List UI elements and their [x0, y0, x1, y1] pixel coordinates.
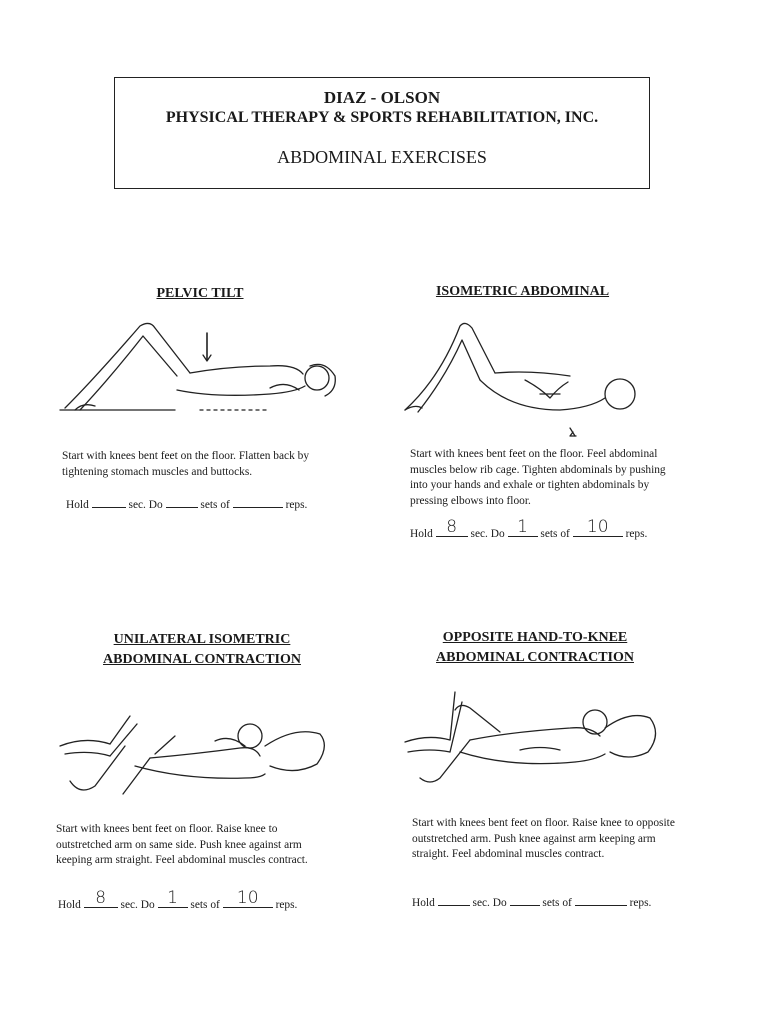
- exercise-1-title-line: PELVIC TILT: [156, 286, 244, 301]
- reps-blank[interactable]: [223, 888, 273, 908]
- hold-label: Hold: [412, 897, 435, 909]
- exercise-4-description: Start with knees bent feet on floor. Raise knee to opposite outstretched arm. Push knee against arm keeping arm straight. Feel abdominal muscles contract.: [412, 817, 675, 860]
- sets-blank[interactable]: [166, 495, 198, 508]
- exercise-4-title-line-1: OPPOSITE HAND-TO-KNEE: [442, 630, 628, 645]
- reps-value: 10: [236, 888, 259, 908]
- exercise-2-dose: [410, 517, 648, 540]
- company-name: DIAZ - OLSON: [323, 88, 441, 107]
- reps-label: reps.: [285, 499, 308, 511]
- exercise-3-title-line-1: UNILATERAL ISOMETRIC: [113, 632, 291, 647]
- sec-label: sec. Do: [128, 499, 163, 511]
- hold-label: Hold: [66, 499, 89, 511]
- exercise-1-title: [100, 284, 300, 304]
- sets-label: sets of: [190, 899, 220, 911]
- reps-blank[interactable]: [573, 517, 623, 537]
- reps-label: reps.: [629, 897, 652, 909]
- sets-value: 1: [517, 517, 528, 537]
- hold-label: Hold: [410, 528, 433, 540]
- hold-value: 8: [446, 517, 458, 537]
- hold-blank[interactable]: [438, 893, 470, 906]
- hold-blank[interactable]: [436, 517, 468, 537]
- exercise-4-title: [415, 628, 655, 668]
- sets-label: sets of: [542, 897, 572, 909]
- exercise-1-dose: [66, 495, 307, 511]
- sets-blank[interactable]: [508, 517, 538, 537]
- pelvic-tilt-illustration: [55, 318, 340, 418]
- sec-label: sec. Do: [120, 899, 155, 911]
- exercise-4-title-line-2: ABDOMINAL CONTRACTION: [436, 650, 634, 665]
- document-title: ABDOMINAL EXERCISES: [277, 147, 487, 167]
- exercise-2-description: Start with knees bent feet on the floor. Feel abdominal muscles below rib cage. Tighten abdominals by pushing into your hands and exhale or tighten abdominals by pressing elbows into floor.: [410, 448, 666, 507]
- sets-blank[interactable]: [510, 893, 540, 906]
- exercise-2-title-line: ISOMETRIC ABDOMINAL: [435, 284, 610, 299]
- exercise-3-title: [82, 630, 322, 670]
- sets-label: sets of: [200, 499, 230, 511]
- hold-blank[interactable]: [84, 888, 118, 908]
- exercise-3-description: Start with knees bent feet on floor. Raise knee to outstretched arm on same side. Push knee against arm keeping arm straight. Feel abdominal muscles contract.: [56, 823, 308, 866]
- header-box: [114, 77, 650, 189]
- isometric-abdominal-illustration: [400, 318, 650, 442]
- exercise-4-dose: [412, 893, 651, 909]
- unilateral-isometric-illustration: [55, 706, 345, 800]
- sets-blank[interactable]: [158, 888, 188, 908]
- reps-blank[interactable]: [233, 495, 283, 508]
- exercise-3-dose: [58, 888, 298, 911]
- exercise-1-description: Start with knees bent feet on the floor. Flatten back by tightening stomach muscles and buttocks.: [62, 450, 310, 478]
- sets-value: 1: [167, 888, 178, 908]
- hold-blank[interactable]: [92, 495, 126, 508]
- reps-label: reps.: [625, 528, 648, 540]
- opposite-hand-to-knee-illustration: [400, 690, 665, 792]
- hold-label: Hold: [58, 899, 81, 911]
- sec-label: sec. Do: [472, 897, 507, 909]
- hold-value: 8: [95, 888, 107, 908]
- reps-blank[interactable]: [575, 893, 627, 906]
- reps-value: 10: [586, 517, 609, 537]
- reps-label: reps.: [275, 899, 298, 911]
- sec-label: sec. Do: [470, 528, 505, 540]
- department-name: PHYSICAL THERAPY & SPORTS REHABILITATION, INC.: [165, 109, 599, 126]
- sets-label: sets of: [540, 528, 570, 540]
- exercise-3-title-line-2: ABDOMINAL CONTRACTION: [103, 652, 301, 667]
- exercise-2-title: [410, 282, 635, 302]
